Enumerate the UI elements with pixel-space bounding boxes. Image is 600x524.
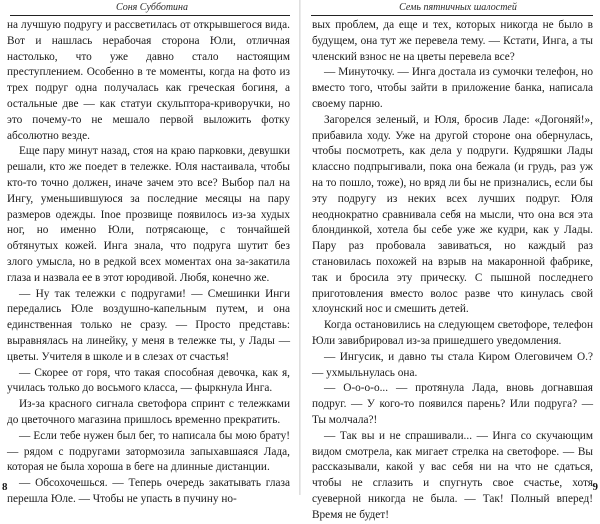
right-page-body: [312, 18, 593, 524]
right-header-rule: [311, 15, 593, 16]
paragraph: — Ингусик, и давно ты стала Киром Олеговичем О.? — ухмыльнулась она.: [312, 350, 593, 379]
left-page-number: 8: [2, 481, 8, 493]
left-header-rule: [10, 15, 290, 16]
right-page: [301, 0, 600, 521]
paragraph: — Ну так тележки с подругами! — Смешинки Инги передались Юле воздушно-капельным путем, и она единственная только не сразу. — Просто представь: выравнялась на линейку, у меня в тележке ты, у Лады — цветы. Учителя в школе и в слезах от счастья!: [7, 287, 290, 363]
paragraph: Загорелся зеленый, и Юля, бросив Ладе: «Догоняй!», прибавила ходу. Уже на другой стороне она обернулась, чтобы посмотреть, как дела у подруги. Кудряшки Лады классно подпрыгивали, пока она бежала (и грудь, раз уж на то пошло, тоже), но вряд ли бы не признались, если бы эту подругу из неких всех лучших подруг. Юля неоднократно сравнивала себя на мысли, что она вся эта блондинкой, хотела бы себе уже же кудри, как у Лады. Пару раз пробовала завиваться, но каждый раз становилась похожей на взрыв на макаронной фабрике, так и бросила эту прическу. С пышной последнего приготовления вместо волос разве что кинулась свой хлоунский нос и смешить детей.: [312, 113, 593, 316]
paragraph: — Скорее от горя, что такая способная девочка, как я, училась только до восьмого класса, — фыркнула Инга.: [7, 366, 290, 395]
right-page-number: 9: [592, 481, 598, 493]
left-running-head: Соня Субботина: [115, 2, 189, 13]
paragraph: Когда остановились на следующем светофоре, телефон Юли завибрировал из-за пришедшего уведомления.: [312, 319, 593, 347]
left-page-body: [7, 18, 290, 508]
paragraph: Еще пару минут назад, стоя на краю парковки, девушки решали, кто же поедет в тележке. Юля настаивала, чтобы кто-то точно должен, иначе зачем это все? Выбор пал на Ингу, уменьшившуюся за последние месяцы на пару размеров одежды. Inoe прозвище появилось из-за худых ног, но именно Юли, потрясающе, с тончайшей обтянутых кожей. Инга знала, что подруга шутит без злого умысла, но в редкой всех моментах она за-закатила глаза и назвала ее в этот юродивой. Любя, конечно же.: [7, 145, 290, 284]
right-running-head: Семь пятничных шалостей: [399, 2, 517, 13]
paragraph: — Если тебе нужен был бег, то написала бы мою брату! — рядом с подругами затормозила запыхавшаяся Лада, которая не была хороша в беге на длинные дистанции.: [7, 429, 290, 474]
paragraph: — Минуточку. — Инга достала из сумочки телефон, но вместо того, чтобы зайти в приложение банка, написала своему парню.: [312, 66, 593, 110]
paragraph: — Так вы и не спрашивали... — Инга со скучающим видом смотрела, как мигает стрелка на светофоре. — Вы рассказывали, какой у вас себя ни на что не сдаться, чтобы не сглазить и спугнуть свое счастье, хотя суеверной никогда не была. — Так! Полный вперед! Время не будет!: [312, 429, 593, 521]
paragraph: на лучшую подругу и рассветилась от открывшегося вида. Вот и нашлась нерабочая сторона Юли, отличная настолько, что уже давно стало настоящим преступлением. Особенно в те моменты, когда на фото из трех подруг одна получалась как греческая богиня, а остальные две — как статуи скульптора-криворучки, но это почему-то не мешало первой выложить фотку абсолютно везде.: [7, 19, 290, 142]
paragraph: Из-за красного сигнала светофора спринт с тележками до цветочного магазина пришлось временно прекратить.: [7, 398, 290, 426]
paragraph: вых проблем, да еще и тех, которых никогда не было в будущем, она тут же перевела тему. — Кстати, Инга, а ты членский взнос не на цветы перевела все?: [312, 19, 593, 63]
paragraph: — Обсохочешься. — Теперь очередь закатывать глаза перешла Юле. — Чтобы не упасть в пучину но-: [7, 477, 290, 505]
left-page: [0, 0, 299, 505]
paragraph: — О-о-о-о... — протянула Лада, вновь догнавшая подруг. — У кого-то появился парень? Или подруга? — Ты молчала?!: [312, 382, 593, 426]
